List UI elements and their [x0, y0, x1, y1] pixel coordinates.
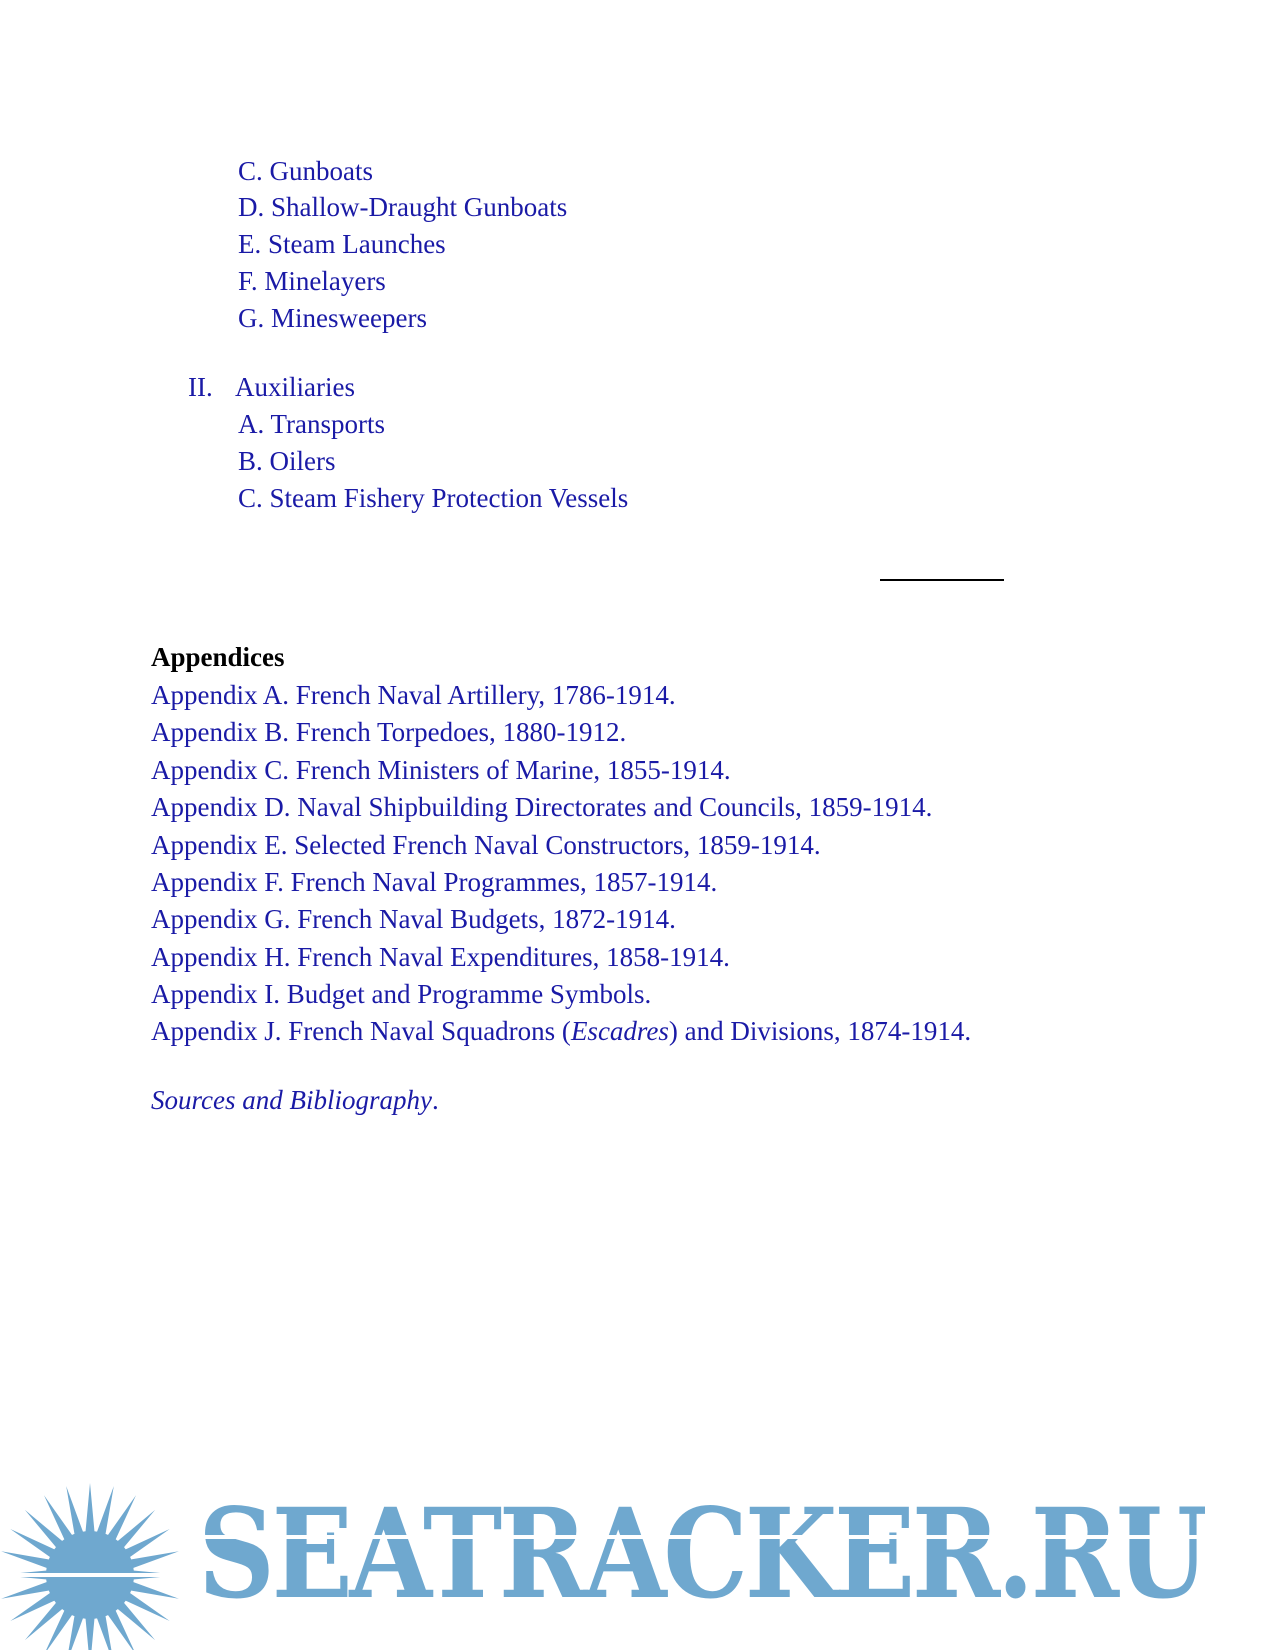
seatracker-watermark: SEATRACKER.RU [198, 1482, 1206, 1627]
toc-part-two-number[interactable]: II. [188, 372, 213, 402]
appendix-e-link[interactable]: Appendix E. Selected French Naval Constructors, 1859-1914. [151, 830, 821, 860]
toc-item-steam-fishery-protection[interactable]: C. Steam Fishery Protection Vessels [238, 483, 629, 513]
appendix-i-link[interactable]: Appendix I. Budget and Programme Symbols. [151, 979, 652, 1009]
sources-bibliography-label: Sources and Bibliography [151, 1085, 432, 1115]
appendix-b-link[interactable]: Appendix B. French Torpedoes, 1880-1912. [151, 717, 627, 747]
toc-item-shallow-draught-gunboats[interactable]: D. Shallow-Draught Gunboats [238, 192, 568, 222]
appendix-j-italic: Escadres [570, 1016, 669, 1046]
sources-bibliography-link[interactable] [151, 1085, 439, 1115]
toc-item-minesweepers[interactable]: G. Minesweepers [238, 303, 427, 333]
toc-item-gunboats[interactable]: C. Gunboats [238, 156, 373, 186]
appendix-a-link[interactable]: Appendix A. French Naval Artillery, 1786-1914. [151, 680, 676, 710]
appendix-c-link[interactable]: Appendix C. French Ministers of Marine, 1855-1914. [151, 755, 731, 785]
toc-item-minelayers[interactable]: F. Minelayers [238, 266, 386, 296]
toc-item-oilers[interactable]: B. Oilers [238, 446, 336, 476]
appendix-j-link[interactable] [151, 1016, 971, 1046]
appendix-f-link[interactable]: Appendix F. French Naval Programmes, 1857-1914. [151, 867, 718, 897]
toc-item-steam-launches[interactable]: E. Steam Launches [238, 229, 446, 259]
appendix-j-text-before: Appendix J. French Naval Squadrons ( [151, 1016, 571, 1046]
appendix-j-text-after: ) and Divisions, 1874-1914. [668, 1016, 972, 1046]
section-divider [880, 579, 1004, 581]
toc-part-two-auxiliaries[interactable]: Auxiliaries [235, 372, 355, 402]
appendix-g-link[interactable]: Appendix G. French Naval Budgets, 1872-1914. [151, 904, 676, 934]
appendix-d-link[interactable]: Appendix D. Naval Shipbuilding Directorates and Councils, 1859-1914. [151, 792, 933, 822]
appendix-h-link[interactable]: Appendix H. French Naval Expenditures, 1858-1914. [151, 942, 730, 972]
appendices-heading: Appendices [151, 642, 285, 672]
toc-item-transports[interactable]: A. Transports [238, 409, 386, 439]
sources-bibliography-period: . [431, 1085, 439, 1115]
